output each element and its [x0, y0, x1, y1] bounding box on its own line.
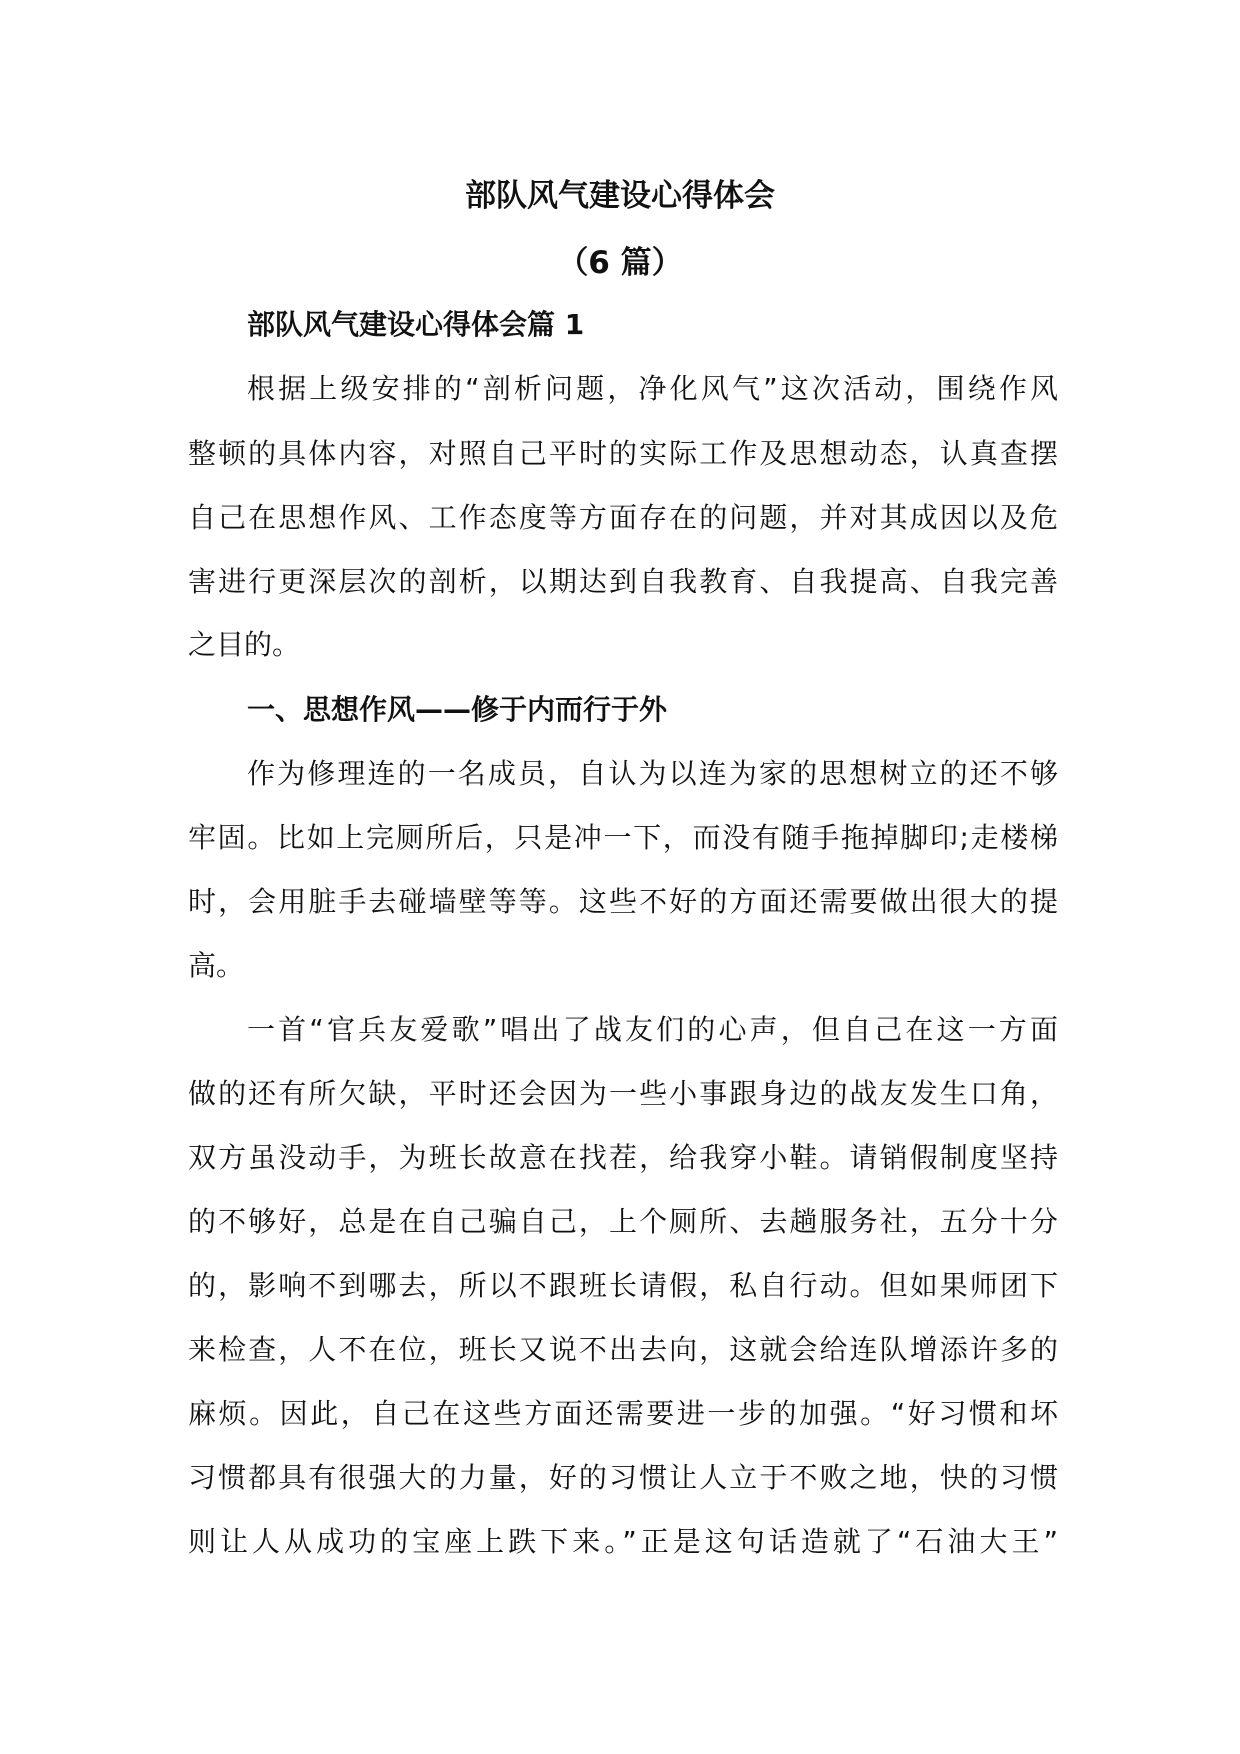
document-subtitle: （6 篇） — [557, 245, 683, 281]
paragraph-line: 来检查，人不在位，班长又说不出去向，这就会给连队增添许多的 — [188, 1333, 1058, 1366]
paragraph-line: 害进行更深层次的剖析，以期达到自我教育、自我提高、自我完善 — [188, 565, 1058, 598]
paragraph-line: 则让人从成功的宝座上跌下来。”正是这句话造就了“石油大王” — [188, 1525, 1058, 1558]
paragraph-line: 的不够好，总是在自己骗自己，上个厕所、去趟服务社，五分十分 — [188, 1205, 1058, 1238]
paragraph-line: 时，会用脏手去碰墙壁等等。这些不好的方面还需要做出很大的提 — [188, 885, 1058, 918]
paragraph-line: 根据上级安排的“剖析问题，净化风气”这次活动，围绕作风 — [247, 372, 1058, 405]
subheading-1: 一、思想作风——修于内而行于外 — [247, 693, 668, 726]
paragraph-line: 高。 — [188, 949, 245, 982]
paragraph-line: 习惯都具有很强大的力量，好的习惯让人立于不败之地，快的习惯 — [188, 1461, 1058, 1494]
paragraph-line: 之目的。 — [188, 628, 301, 661]
paragraph-line: 整顿的具体内容，对照自己平时的实际工作及思想动态，认真查摆 — [188, 437, 1058, 470]
paragraph-line: 自己在思想作风、工作态度等方面存在的问题，并对其成因以及危 — [188, 501, 1058, 534]
paragraph-line: 麻烦。因此，自己在这些方面还需要进一步的加强。“好习惯和坏 — [188, 1397, 1058, 1430]
paragraph-line: 的，影响不到哪去，所以不跟班长请假，私自行动。但如果师团下 — [188, 1269, 1058, 1302]
paragraph-line: 双方虽没动手，为班长故意在找茬，给我穿小鞋。请销假制度坚持 — [188, 1141, 1058, 1174]
paragraph-line: 作为修理连的一名成员，自认为以连为家的思想树立的还不够 — [247, 757, 1058, 790]
paragraph-line: 牢固。比如上完厕所后，只是冲一下，而没有随手拖掉脚印;走楼梯 — [188, 821, 1058, 854]
document-title: 部队风气建设心得体会 — [465, 178, 775, 214]
section-heading: 部队风气建设心得体会篇 1 — [247, 308, 585, 341]
paragraph-line: 做的还有所欠缺，平时还会因为一些小事跟身边的战友发生口角， — [188, 1077, 1058, 1110]
paragraph-line: 一首“官兵友爱歌”唱出了战友们的心声，但自己在这一方面 — [247, 1013, 1058, 1046]
